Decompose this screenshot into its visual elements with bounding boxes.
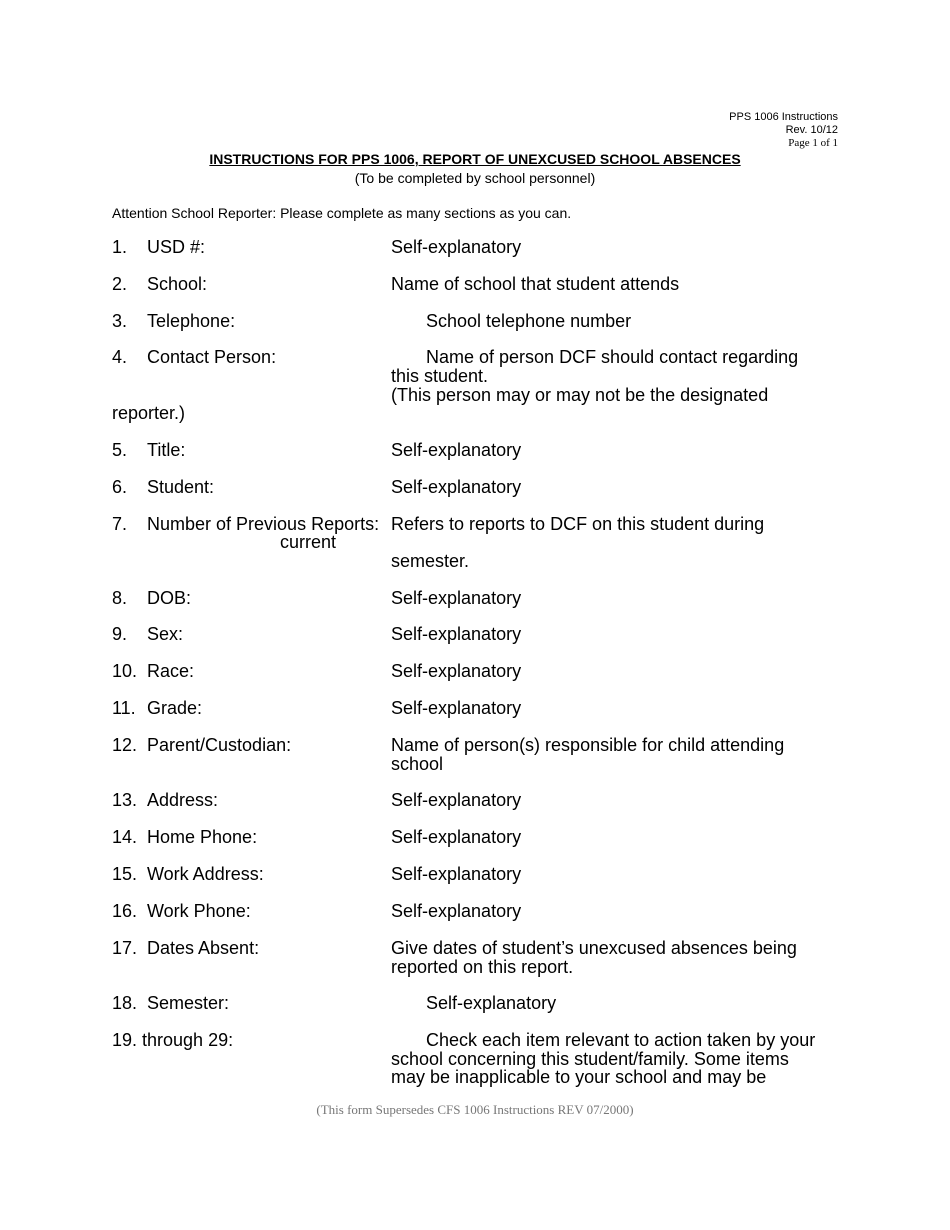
footer-note: (This form Supersedes CFS 1006 Instructions REV 07/2000)	[316, 1102, 634, 1117]
item-description: Self-explanatory	[391, 790, 522, 810]
item-label: Work Phone:	[147, 901, 251, 921]
item-number: 1.	[112, 237, 128, 257]
item-label: 19. through 29:	[112, 1030, 234, 1050]
item-description: Self-explanatory	[391, 827, 522, 847]
item-number: 6.	[112, 477, 128, 497]
item-label: USD #:	[147, 237, 206, 257]
item-number: 10.	[112, 661, 138, 681]
item-description-line: reporter.)	[112, 403, 186, 423]
item-description: Self-explanatory	[391, 237, 522, 257]
item-number: 5.	[112, 440, 128, 460]
item-description: Check each item relevant to action taken by your	[426, 1030, 816, 1050]
attention-note: Attention School Reporter: Please complete as many sections as you can.	[112, 205, 572, 221]
item-description-line: this student.	[391, 366, 489, 386]
item-label: Contact Person:	[147, 347, 277, 367]
item-number: 3.	[112, 311, 128, 331]
item-label: Grade:	[147, 698, 203, 718]
item-description-line: school	[391, 754, 444, 774]
item-number: 8.	[112, 588, 128, 608]
item-label: Title:	[147, 440, 186, 460]
item-description: Self-explanatory	[391, 588, 522, 608]
item-description-line: (This person may or may not be the designated	[391, 385, 769, 405]
item-label: Telephone:	[147, 311, 236, 331]
form-id: PPS 1006 Instructions	[729, 111, 838, 123]
item-label: Home Phone:	[147, 827, 258, 847]
item-label-line: current	[280, 532, 337, 552]
item-number: 9.	[112, 624, 128, 644]
item-number: 18.	[112, 993, 138, 1013]
item-description-line: reported on this report.	[391, 957, 574, 977]
item-label: Parent/Custodian:	[147, 735, 292, 755]
item-description: Name of person DCF should contact regarding	[426, 347, 799, 367]
item-description: Self-explanatory	[391, 864, 522, 884]
item-label: Work Address:	[147, 864, 264, 884]
item-number: 17.	[112, 938, 138, 958]
item-description: Self-explanatory	[391, 661, 522, 681]
item-number: 14.	[112, 827, 138, 847]
page-subtitle: (To be completed by school personnel)	[354, 170, 596, 186]
item-description: Name of person(s) responsible for child attending	[391, 735, 785, 755]
item-label: Sex:	[147, 624, 184, 644]
item-description: Self-explanatory	[426, 993, 557, 1013]
revision: Rev. 10/12	[785, 124, 838, 136]
page-title: INSTRUCTIONS FOR PPS 1006, REPORT OF UNEXCUSED SCHOOL ABSENCES	[209, 151, 741, 167]
item-label: Semester:	[147, 993, 230, 1013]
item-description-line: school concerning this student/family. Some items	[391, 1049, 789, 1069]
page-number: Page 1 of 1	[788, 137, 838, 149]
item-description: Self-explanatory	[391, 477, 522, 497]
item-description: Self-explanatory	[391, 698, 522, 718]
item-description: Self-explanatory	[391, 440, 522, 460]
item-number: 11.	[112, 698, 136, 718]
item-label: Number of Previous Reports:	[147, 514, 380, 534]
item-label: Dates Absent:	[147, 938, 260, 958]
item-number: 2.	[112, 274, 128, 294]
item-number: 15.	[112, 864, 138, 884]
item-number: 13.	[112, 790, 138, 810]
item-description-line: semester.	[391, 551, 470, 571]
item-label: Address:	[147, 790, 219, 810]
item-label: DOB:	[147, 588, 192, 608]
item-description: Refers to reports to DCF on this student during	[391, 514, 765, 534]
item-description: School telephone number	[426, 311, 632, 331]
item-label: Race:	[147, 661, 195, 681]
item-description: Name of school that student attends	[391, 274, 680, 294]
item-number: 16.	[112, 901, 138, 921]
item-description: Self-explanatory	[391, 624, 522, 644]
item-number: 7.	[112, 514, 128, 534]
item-description: Self-explanatory	[391, 901, 522, 921]
item-label: Student:	[147, 477, 215, 497]
item-number: 4.	[112, 347, 128, 367]
item-description-line: may be inapplicable to your school and may be	[391, 1067, 767, 1087]
item-description: Give dates of student’s unexcused absences being	[391, 938, 797, 958]
item-label: School:	[147, 274, 208, 294]
item-number: 12.	[112, 735, 138, 755]
